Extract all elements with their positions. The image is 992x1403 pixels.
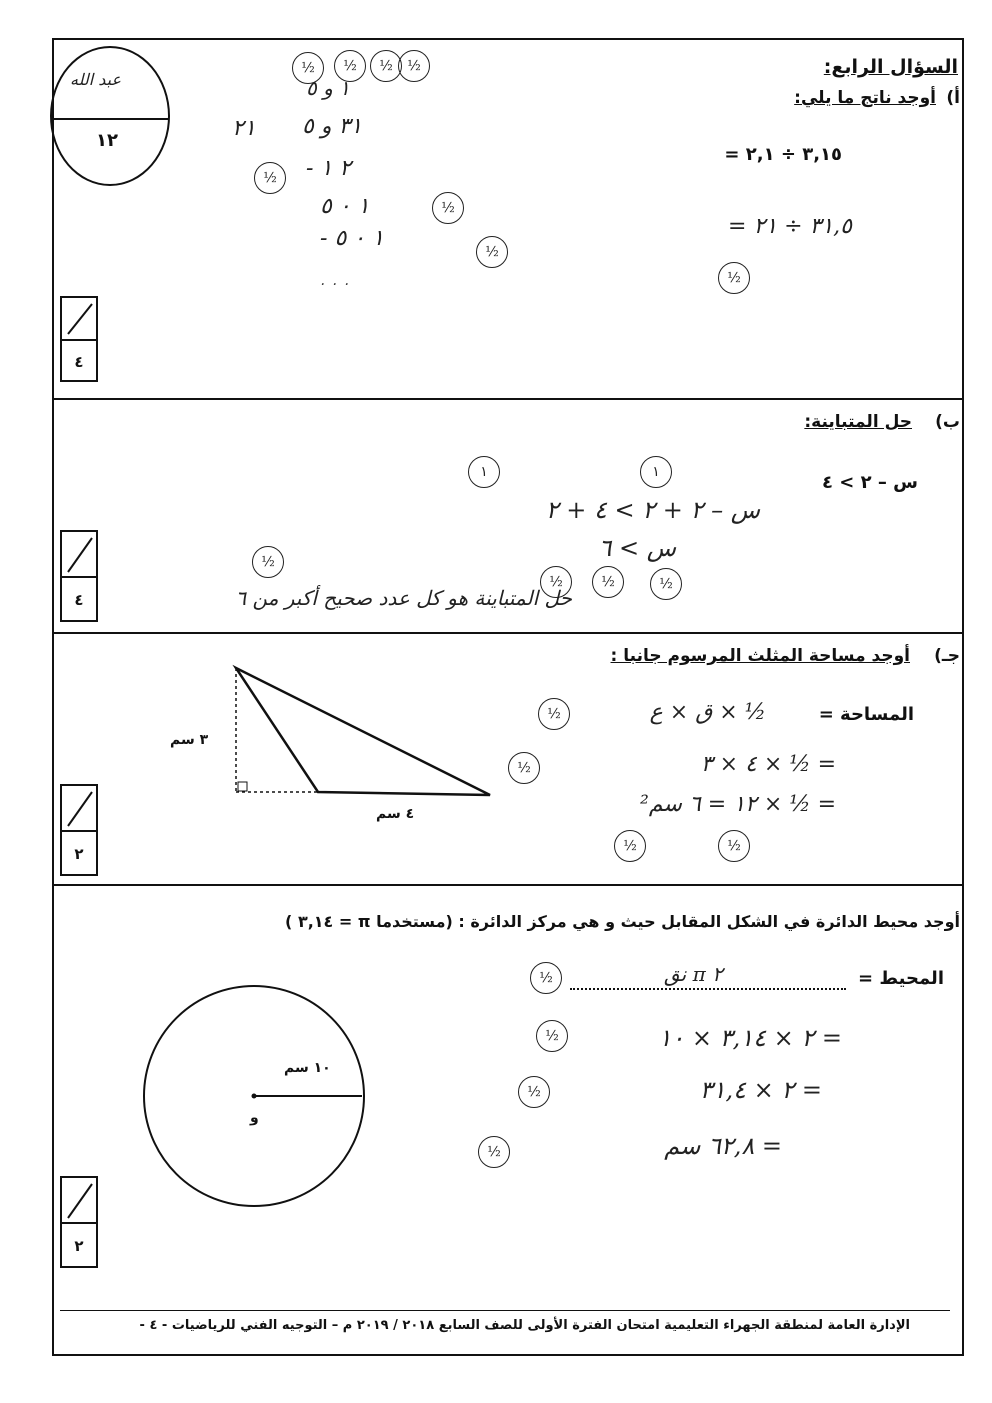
- question-title: السؤال الرابع:: [823, 56, 958, 78]
- half-mark-annotation: ½: [592, 566, 624, 598]
- part-c-hand-line-1: ½ × ق × ع: [649, 700, 766, 725]
- part-b-inequality: س – ٢ > ٤: [822, 472, 918, 493]
- circle-radius-label: ١٠ سم: [284, 1060, 331, 1076]
- half-mark-annotation: ½: [292, 52, 324, 84]
- division-zeros: ٠ ٠ ٠: [318, 276, 350, 292]
- part-d-text: أوجد محيط الدائرة في الشكل المقابل حيث و هي مركز الدائرة : (مستخدما π = ٣,١٤ ): [285, 912, 960, 931]
- part-b-hand-sentence: حل المتباينة هو كل عدد صحيح أكبر من ٦: [235, 586, 572, 610]
- part-d-hand-line-3: = ٦٢,٨ سم: [664, 1132, 782, 1160]
- half-mark-annotation: ½: [540, 566, 572, 598]
- half-mark-annotation: ½: [432, 192, 464, 224]
- half-mark-annotation: ½: [614, 830, 646, 862]
- part-a-label: أ): [946, 88, 960, 108]
- grader-name: عبد الله: [70, 70, 122, 89]
- part-d-perimeter-label: المحيط =: [858, 968, 944, 989]
- half-mark-annotation: ½: [718, 262, 750, 294]
- part-c-hand-line-3: = ½ × ١٢ = ٦ سم²: [640, 792, 836, 817]
- part-a-hand-step: ٣١,٥ ÷ ٢١ =: [728, 214, 852, 239]
- part-c-area-label: المساحة =: [818, 704, 914, 725]
- half-mark-annotation: ½: [334, 50, 366, 82]
- part-b-text: حل المتباينة:: [804, 412, 912, 432]
- half-mark-annotation: ١: [640, 456, 672, 488]
- part-d-hand-formula: ٢ π نق: [664, 962, 723, 986]
- half-mark-annotation: ½: [478, 1136, 510, 1168]
- half-mark-annotation: ½: [252, 546, 284, 578]
- circle-center-label: و: [250, 1110, 259, 1126]
- half-mark-annotation: ½: [508, 752, 540, 784]
- half-mark-annotation: ½: [398, 50, 430, 82]
- footer-text: الإدارة العامة لمنطقة الجهراء التعليمية امتحان الفترة الأولى للصف السابع ٢٠١٨ / ٢٠١٩ م – التوجيه الفني للرياضيات - ٤ -: [139, 1318, 910, 1333]
- grader-total: ١٢: [96, 130, 118, 151]
- triangle-base-label: ٤ سم: [376, 806, 415, 822]
- division-divisor: ٢١: [232, 116, 256, 141]
- part-c-hand-line-2: = ½ × ٤ × ٣: [700, 752, 836, 777]
- half-mark-annotation: ½: [476, 236, 508, 268]
- part-d-score: ٢: [74, 1237, 84, 1255]
- division-subtract-2: ١ ٠ ٥ -: [320, 226, 384, 251]
- half-mark-annotation: ½: [370, 50, 402, 82]
- part-c-text: أوجد مساحة المثلث المرسوم جانبا :: [610, 646, 910, 666]
- half-mark-annotation: ½: [530, 962, 562, 994]
- half-mark-annotation: ١: [468, 456, 500, 488]
- part-b-hand-line-2: س > ٦: [598, 534, 676, 562]
- part-a-score: ٤: [74, 352, 84, 371]
- part-d-hand-line-1: = ٢ × ٣,١٤ × ١٠: [658, 1024, 842, 1052]
- half-mark-annotation: ½: [650, 568, 682, 600]
- part-b-hand-line-1: س – ٢ + ٢ > ٤ + ٢: [545, 496, 760, 524]
- part-b-score: ٤: [74, 591, 84, 609]
- triangle-height-label: ٣ سم: [170, 732, 209, 748]
- perimeter-dotted-line: [570, 988, 846, 990]
- part-d-score-box: [60, 1176, 98, 1268]
- half-mark-annotation: ½: [536, 1020, 568, 1052]
- part-a-text: أوجد ناتج ما يلي:: [794, 88, 936, 108]
- division-remainder: ١ ٠ ٥: [320, 194, 370, 219]
- half-mark-annotation: ½: [254, 162, 286, 194]
- footer-rule: [60, 1310, 950, 1311]
- part-c-label: جـ): [934, 646, 960, 666]
- half-mark-annotation: ½: [538, 698, 570, 730]
- part-c-score: ٢: [74, 845, 84, 863]
- division-subtract-1: ٢ ١ -: [306, 156, 352, 181]
- part-d-hand-line-2: = ٢ × ٣١,٤: [699, 1076, 822, 1104]
- part-b-label: ب): [935, 412, 960, 432]
- division-dividend: ٣١ و ٥: [302, 114, 363, 139]
- half-mark-annotation: ½: [518, 1076, 550, 1108]
- part-a-expression: ٣,١٥ ÷ ٢,١ =: [724, 144, 842, 165]
- division-quotient: ١ و ٥: [306, 76, 350, 100]
- half-mark-annotation: ½: [718, 830, 750, 862]
